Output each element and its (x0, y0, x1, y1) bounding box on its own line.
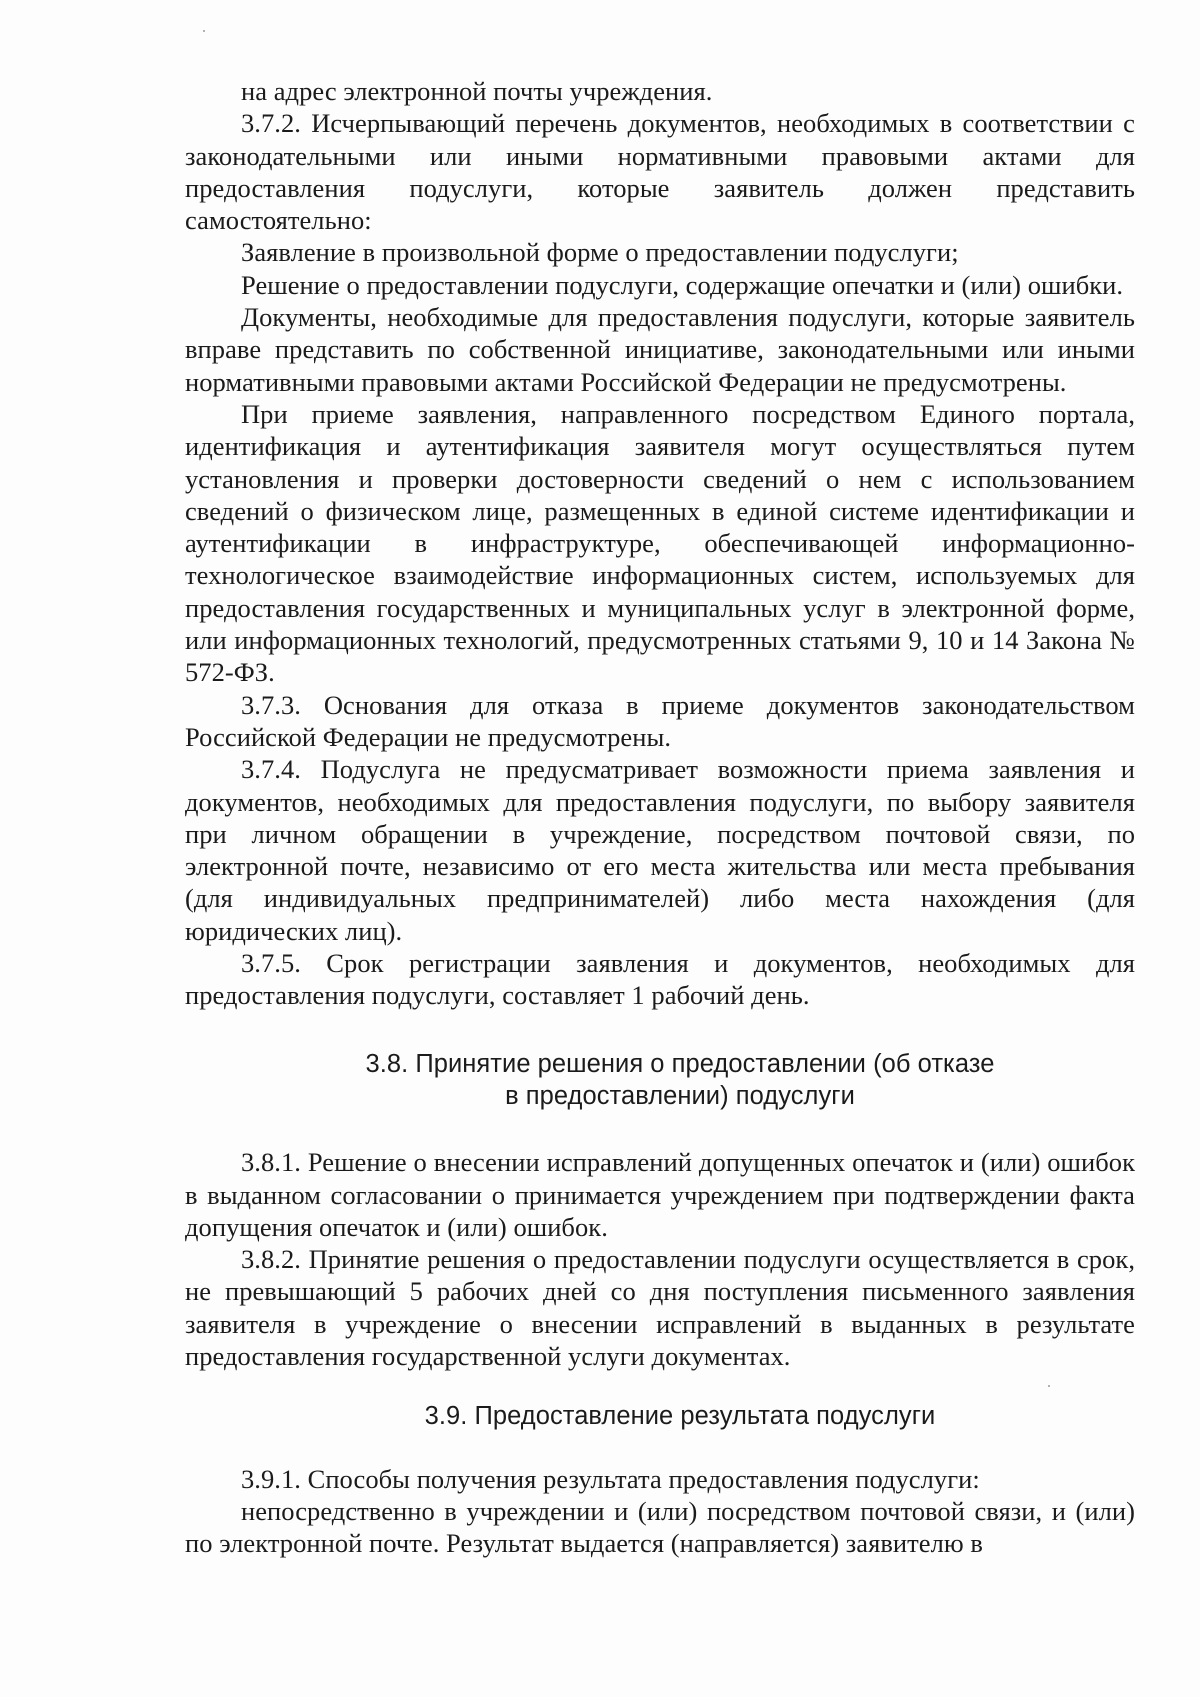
paragraph-3-7-2: 3.7.2. Исчерпывающий перечень документов, необходимых в соответствии с законодательными или иными нормативными правовыми актами для предоставления подуслуги, которые заявитель должен представить самостоятельно: (185, 108, 1135, 236)
paragraph: Решение о предоставлении подуслуги, содержащие опечатки и (или) ошибки. (241, 269, 1124, 300)
paragraph-3-8-2: 3.8.2. Принятие решения о предоставлении подуслуги осуществляется в срок, не превышающий 5 рабочих дней со дня поступления письменного заявления заявителя в учреждение о внесении исправлений в выданных в результате предоставления государственной услуги документах. (185, 1244, 1135, 1371)
paragraph: на адрес электронной почты учреждения. (241, 76, 713, 106)
scan-speck (203, 30, 205, 32)
paragraph-3-7-5: 3.7.5. Срок регистрации заявления и документов, необходимых для предоставления подуслуги, составляет 1 рабочий день. (185, 948, 1135, 1011)
paragraph: При приеме заявления, направленного посредством Единого портала, идентификация и аутентификация заявителя могут осуществляться путем установления и проверки достоверности сведений о нем с использованием сведений о физическом лице, размещенных в единой системе идентификации и аутентификации в инфраструктуре, обеспечивающей информационно-технологическое взаимодействие информационных систем, используемых для предоставления государственных и муниципальных услуг в электронной форме, или информационных технологий, предусмотренных статьями 9, 10 и 14 Закона № 572-ФЗ. (185, 398, 1135, 688)
document-body (185, 75, 1135, 1559)
paragraph: Документы, необходимые для предоставления подуслуги, которые заявитель вправе представить по собственной инициативе, законодательными или иными нормативными правовыми актами Российской Федерации не предусмотрены. (185, 302, 1135, 397)
heading-line: в предоставлении) подуслуги (505, 1081, 855, 1110)
paragraph-3-7-4: 3.7.4. Подуслуга не предусматривает возможности приема заявления и документов, необходимых для предоставления подуслуги, по выбору заявителя при личном обращении в учреждение, посредством почтовой связи, по электронной почте, независимо от его места жительства или места пребывания (для индивидуальных предпринимателей) либо места нахождения (для юридических лиц). (185, 754, 1135, 946)
paragraph-3-9-1: 3.9.1. Способы получения результата предоставления подуслуги: (241, 1463, 980, 1494)
paragraph-3-7-3: 3.7.3. Основания для отказа в приеме документов законодательством Российской Федерации не предусмотрены. (185, 689, 1135, 752)
section-heading-3-9: 3.9. Предоставление результата подуслуги (424, 1402, 936, 1431)
paragraph-3-8-1: 3.8.1. Решение о внесении исправлений допущенных опечаток и (или) ошибок в выданном согласовании о принимается учреждением при подтверждении факта допущения опечаток и (или) ошибок. (185, 1147, 1135, 1242)
heading-line: 3.8. Принятие решения о предоставлении (об отказе (365, 1049, 995, 1078)
paragraph: непосредственно в учреждении и (или) посредством почтовой связи, и (или) по электронной почте. Результат выдается (направляется) заявителю в (185, 1495, 1135, 1559)
section-heading-3-8 (185, 1048, 1135, 1113)
paragraph: Заявление в произвольной форме о предоставлении подуслуги; (241, 237, 959, 268)
